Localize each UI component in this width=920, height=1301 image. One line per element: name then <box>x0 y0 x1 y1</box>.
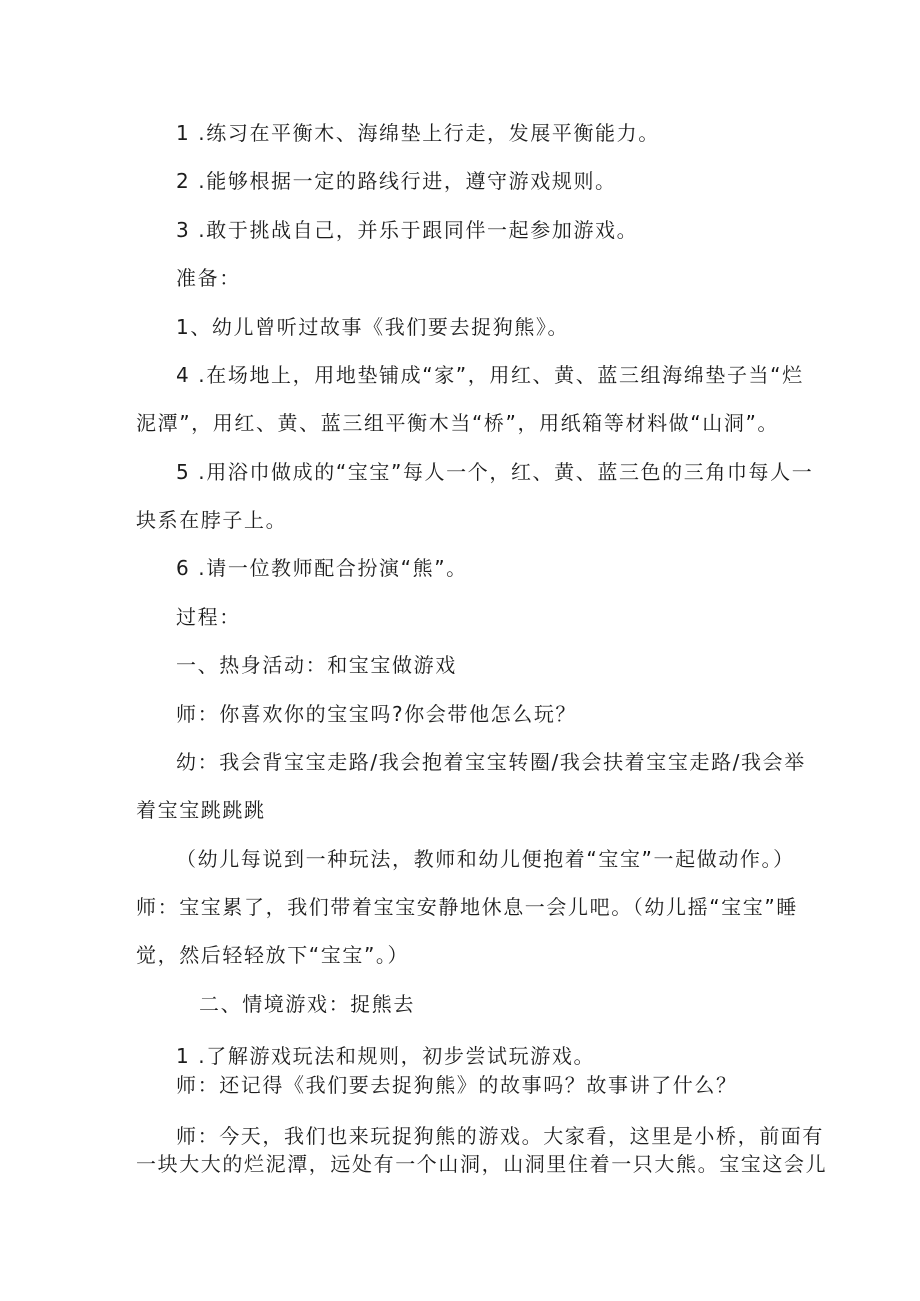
section-heading-preparation: 准备： <box>176 266 241 290</box>
game-step-1: 1 .了解游戏玩法和规则，初步尝试玩游戏。 <box>176 1044 596 1068</box>
dialogue-teacher-2-cont: 觉，然后轻轻放下“宝宝”。） <box>136 943 410 967</box>
prep-item-5: 5 .用浴巾做成的“宝宝”每人一个，红、黄、蓝三色的三角巾每人一 <box>176 460 814 484</box>
dialogue-teacher-2: 师：宝宝累了，我们带着宝宝安静地休息一会儿吧。（幼儿摇“宝宝”睡 <box>136 895 798 919</box>
stage-direction-1: （幼儿每说到一种玩法，教师和幼儿便抱着“宝宝”一起做动作。） <box>176 847 795 871</box>
section-heading-process: 过程： <box>176 605 241 629</box>
subsection-warmup: 一、热身活动：和宝宝做游戏 <box>176 653 457 677</box>
prep-item-4-cont: 泥潭”，用红、黄、蓝三组平衡木当“桥”，用纸箱等材料做“山洞”。 <box>136 411 780 435</box>
dialogue-teacher-1: 师：你喜欢你的宝宝吗?你会带他怎么玩？ <box>176 702 578 726</box>
prep-item-4: 4 .在场地上，用地垫铺成“家”，用红、黄、蓝三组海绵垫子当“烂 <box>176 363 804 387</box>
goal-item-3: 3 .敢于挑战自己，并乐于跟同伴一起参加游戏。 <box>176 218 639 242</box>
dialogue-teacher-4: 师：今天，我们也来玩捉狗熊的游戏。大家看，这里是小桥，前面有 <box>176 1124 824 1148</box>
prep-item-1: 1、幼儿曾听过故事《我们要去捉狗熊》。 <box>176 315 570 339</box>
goal-item-2: 2 .能够根据一定的路线行进，遵守游戏规则。 <box>176 169 617 193</box>
dialogue-child-1: 幼：我会背宝宝走路/我会抱着宝宝转圈/我会扶着宝宝走路/我会举 <box>176 750 806 774</box>
dialogue-child-1-cont: 着宝宝跳跳跳 <box>136 798 266 822</box>
dialogue-teacher-3: 师：还记得《我们要去捉狗熊》的故事吗？故事讲了什么？ <box>176 1073 738 1097</box>
dialogue-teacher-4-cont: 一块大大的烂泥潭，远处有一个山洞，山洞里住着一只大熊。宝宝这会儿 <box>136 1152 828 1176</box>
prep-item-5-cont: 块系在脖子上。 <box>136 508 288 532</box>
prep-item-6: 6 .请一位教师配合扮演“熊”。 <box>176 556 468 580</box>
subsection-scenario-game: 二、情境游戏：捉熊去 <box>199 992 415 1016</box>
goal-item-1: 1 .练习在平衡木、海绵垫上行走，发展平衡能力。 <box>176 121 660 145</box>
